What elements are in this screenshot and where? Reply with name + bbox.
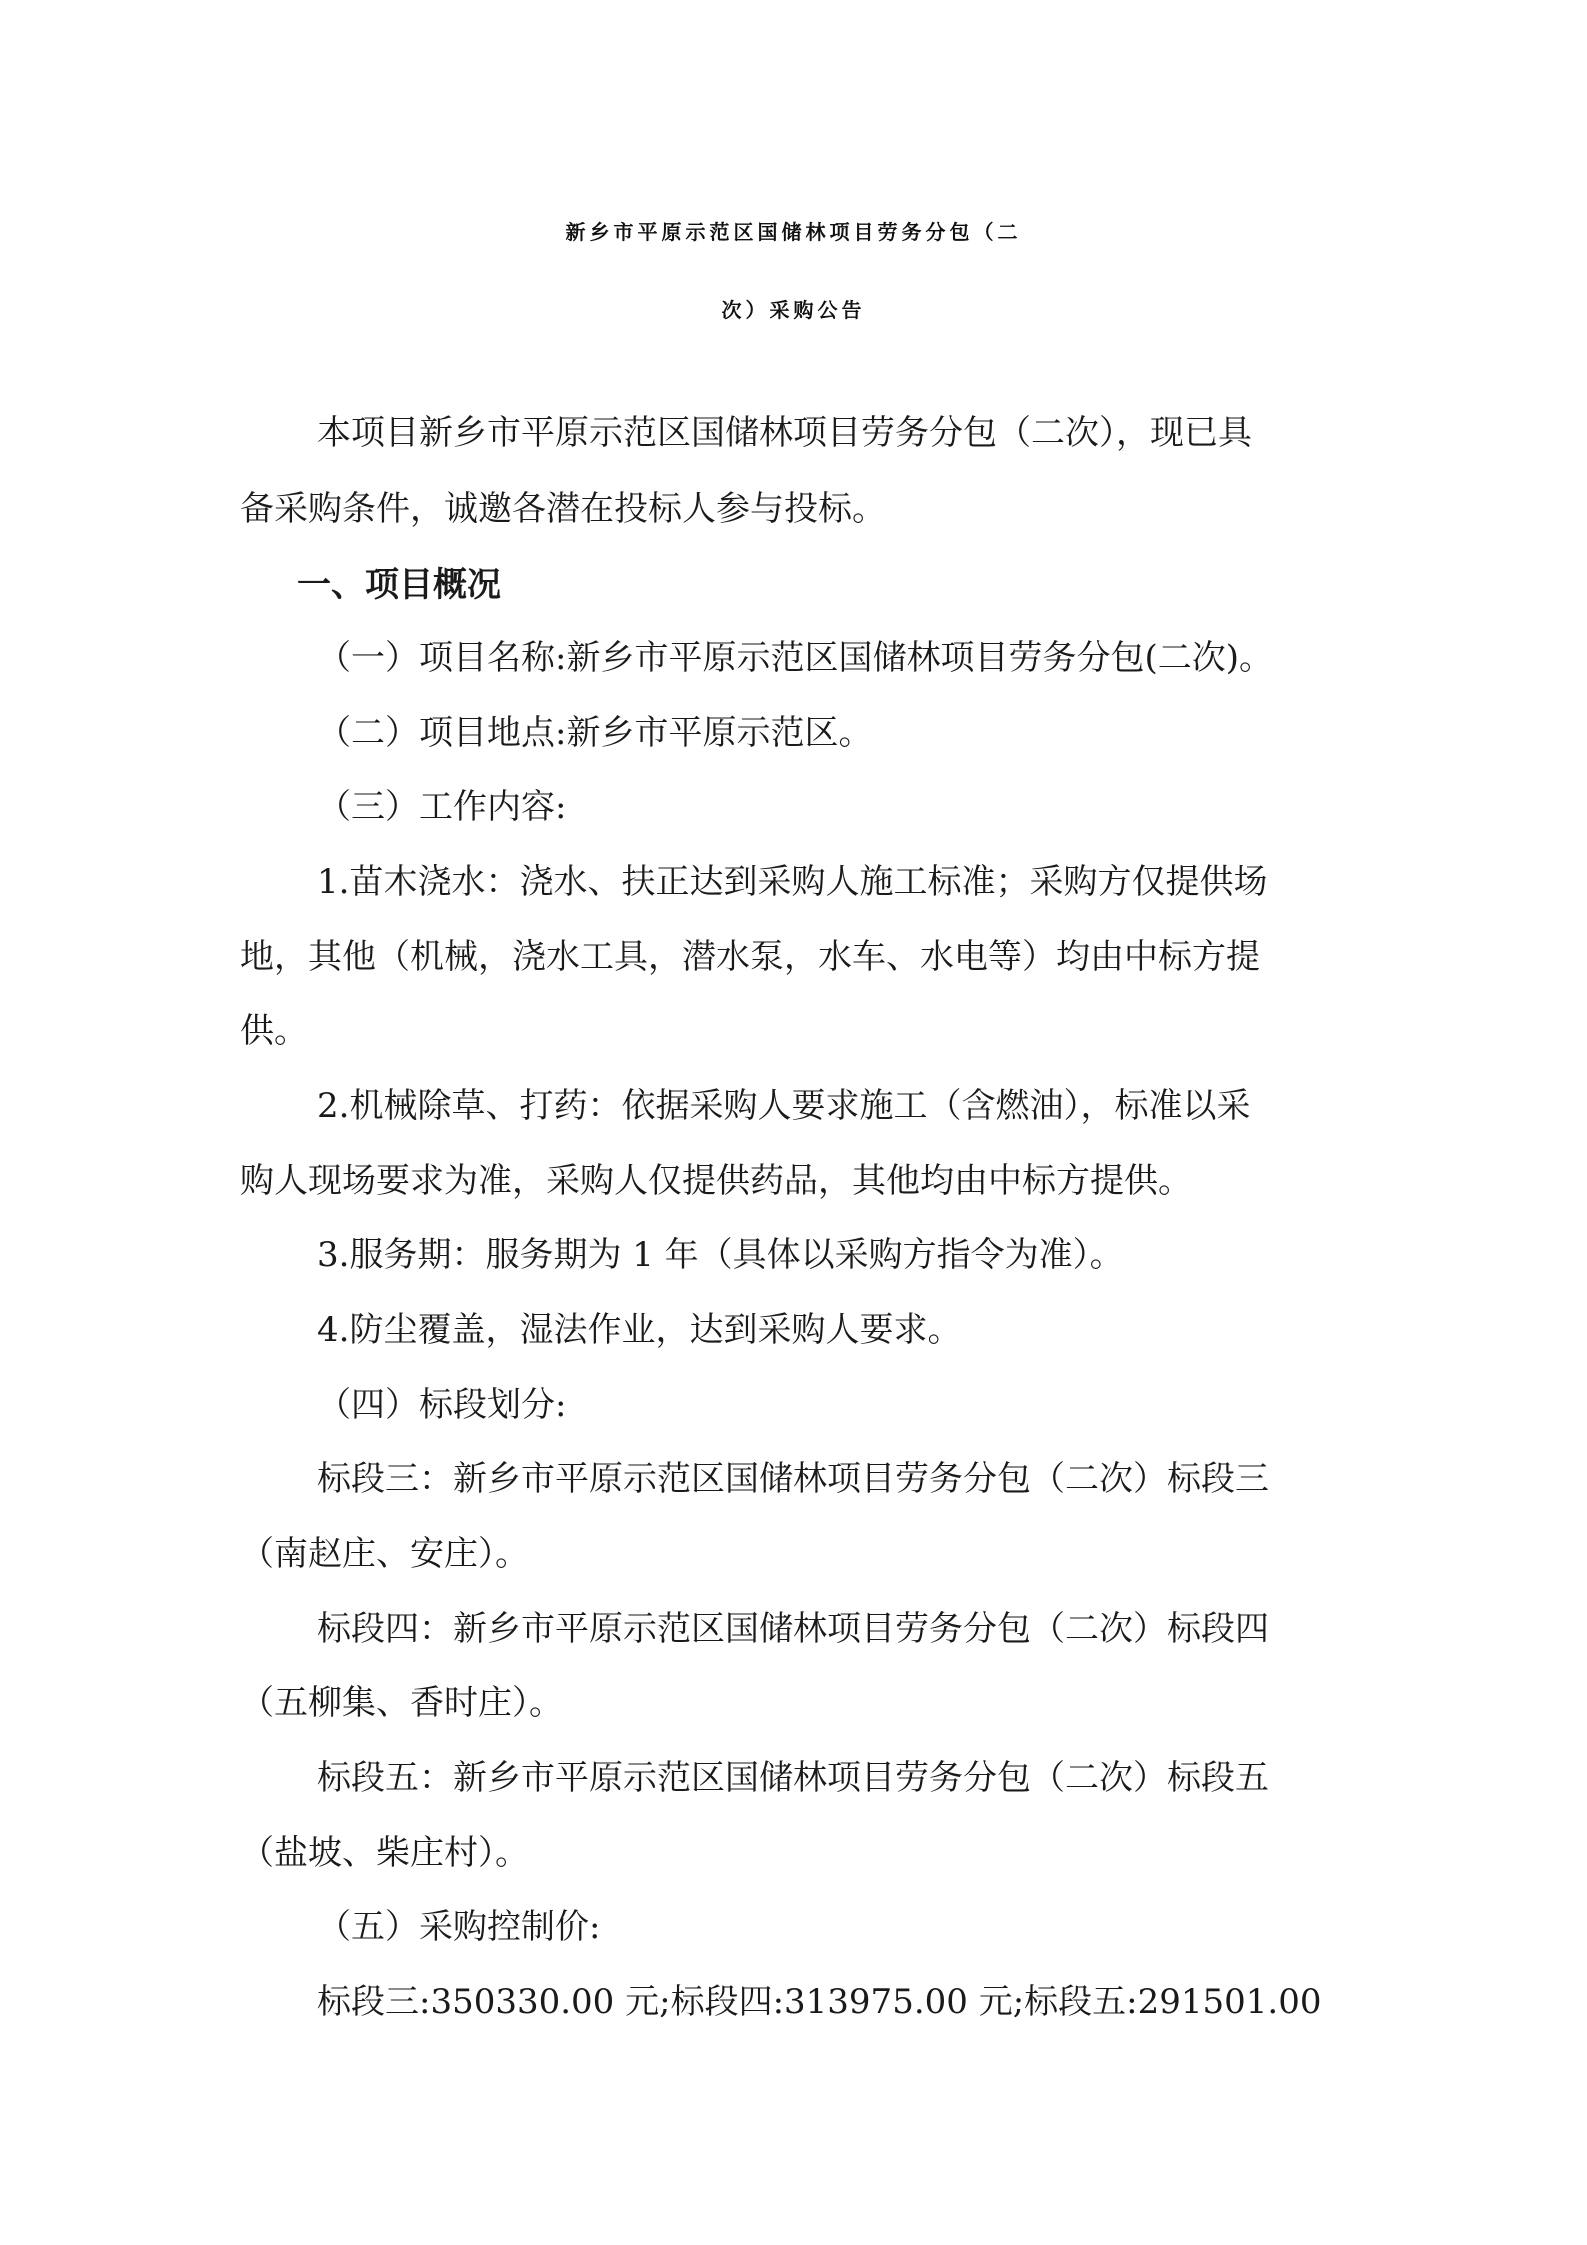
work-content-heading: （三）工作内容: — [317, 787, 567, 827]
work-item-2-line-1: 2.机械除草、打药：依据采购人要求施工（含燃油），标准以采 — [317, 1086, 1251, 1126]
section-heading-project-overview: 一、项目概况 — [297, 565, 501, 605]
lot-5-line-2: （盐坡、柴庄村）。 — [240, 1833, 529, 1873]
lot-3-line-2: （南赵庄、安庄）。 — [240, 1534, 529, 1574]
work-item-3-line: 3.服务期：服务期为 1 年（具体以采购方指令为准）。 — [317, 1235, 1124, 1275]
work-item-1-line-1: 1.苗木浇水：浇水、扶正达到采购人施工标准；采购方仅提供场 — [317, 862, 1268, 902]
work-item-1-line-2: 地，其他（机械，浇水工具，潜水泵，水车、水电等）均由中标方提 — [240, 937, 1260, 977]
work-item-4-line: 4.防尘覆盖，湿法作业，达到采购人要求。 — [317, 1310, 962, 1350]
lot-5-line-1: 标段五：新乡市平原示范区国储林项目劳务分包（二次）标段五 — [317, 1758, 1269, 1798]
intro-line-1: 本项目新乡市平原示范区国储林项目劳务分包（二次），现已具 — [317, 413, 1252, 453]
document-title-line-1: 新乡市平原示范区国储林项目劳务分包（二 — [565, 220, 1022, 244]
intro-line-2: 备采购条件，诚邀各潜在投标人参与投标。 — [240, 489, 886, 529]
lot-division-heading: （四）标段划分: — [317, 1385, 567, 1425]
lot-3-line-1: 标段三：新乡市平原示范区国储林项目劳务分包（二次）标段三 — [317, 1459, 1269, 1499]
control-price-line: 标段三:350330.00 元;标段四:313975.00 元;标段五:291501.00 — [317, 1982, 1322, 2022]
project-name-line: （一）项目名称:新乡市平原示范区国储林项目劳务分包(二次)。 — [317, 638, 1273, 678]
lot-4-line-2: （五柳集、香时庄）。 — [240, 1683, 563, 1723]
control-price-heading: （五）采购控制价: — [317, 1907, 601, 1947]
project-location-line: （二）项目地点:新乡市平原示范区。 — [317, 713, 873, 753]
document-title-line-2: 次）采购公告 — [721, 298, 866, 322]
work-item-2-line-2: 购人现场要求为准，采购人仅提供药品，其他均由中标方提供。 — [240, 1161, 1192, 1201]
lot-4-line-1: 标段四：新乡市平原示范区国储林项目劳务分包（二次）标段四 — [317, 1609, 1269, 1649]
work-item-1-line-3: 供。 — [240, 1011, 308, 1051]
